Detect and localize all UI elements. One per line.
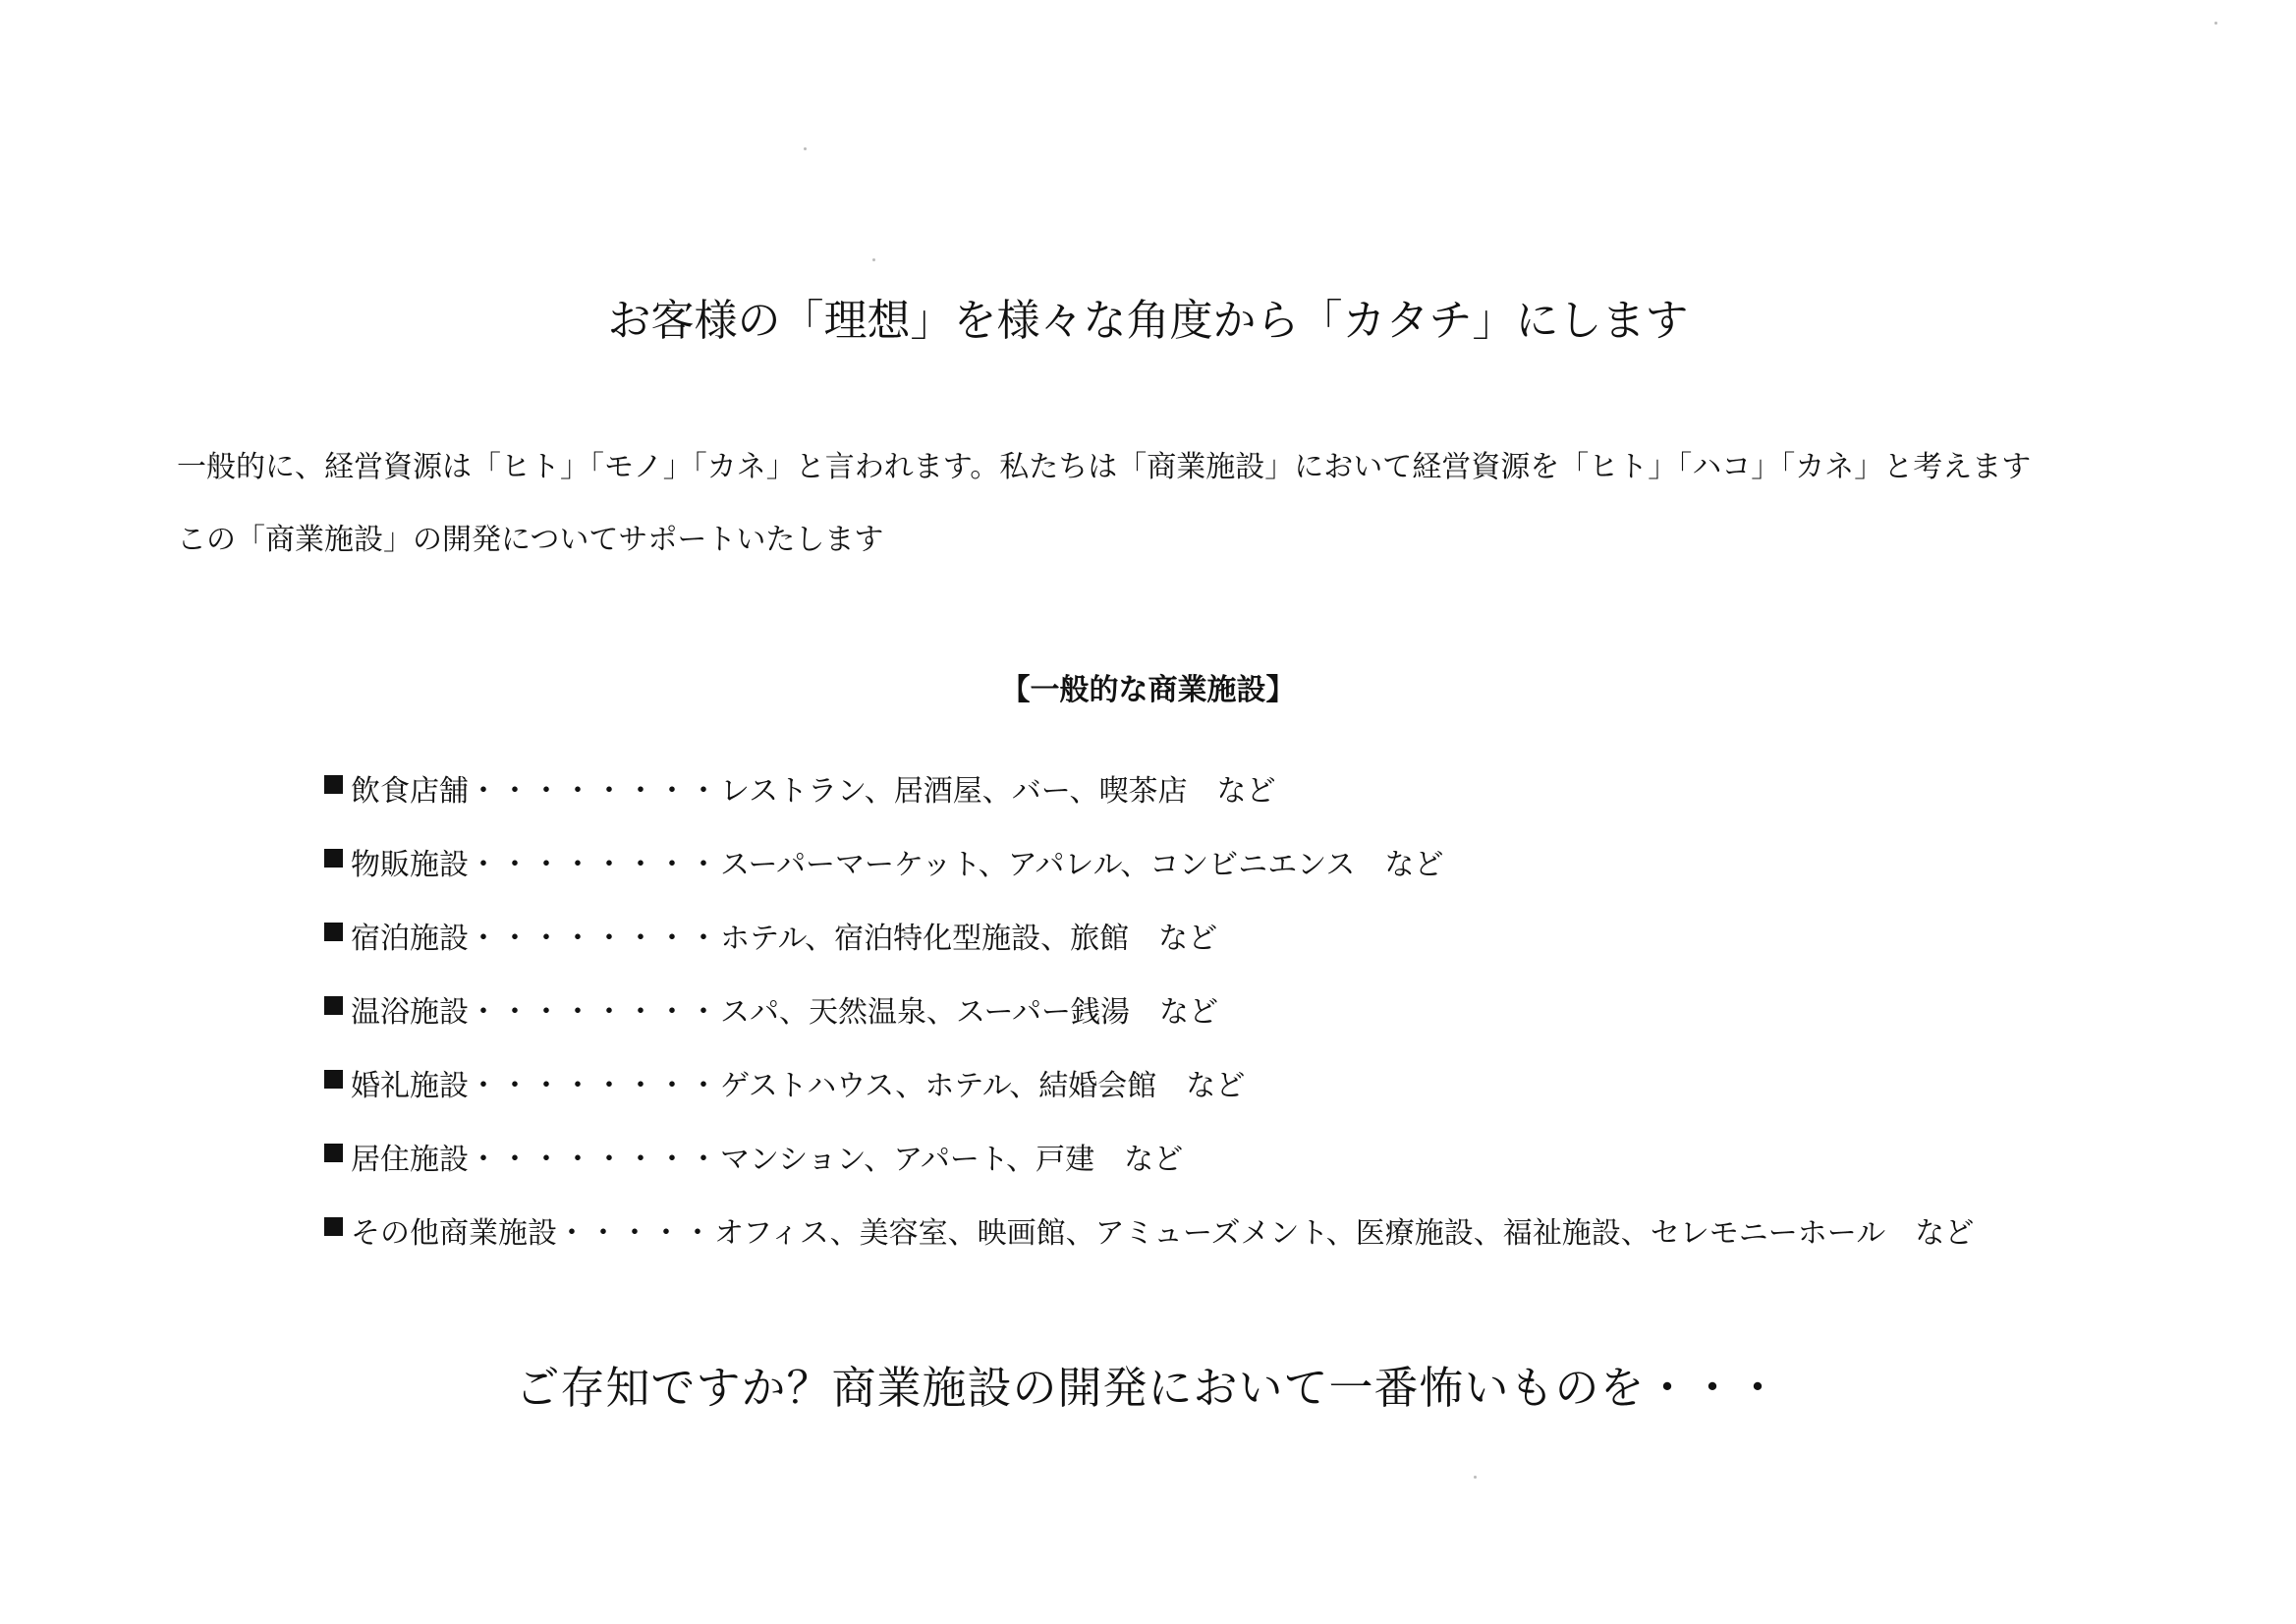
list-item [324, 1061, 1974, 1135]
square-bullet-icon [324, 996, 343, 1015]
list-item [324, 840, 1974, 914]
list-item [324, 987, 1974, 1061]
square-bullet-icon [324, 1070, 343, 1089]
leader-dots: ・・・・・・・・ [469, 1069, 720, 1103]
facility-examples: ゲストハウス、ホテル、結婚会館 など [720, 1069, 1246, 1103]
facility-category: 物販施設 [351, 848, 469, 882]
list-item [324, 766, 1974, 840]
leader-dots: ・・・・・・・・ [469, 1143, 720, 1177]
closing-headline: ご存知ですか？商業施設の開発において一番怖いものを・・・ [515, 1362, 1781, 1414]
leader-dots: ・・・・・・・・ [469, 922, 720, 956]
list-item [324, 1135, 1974, 1208]
leader-dots: ・・・・・・・・ [469, 995, 720, 1030]
leader-dots: ・・・・・・・・ [469, 774, 720, 809]
square-bullet-icon [324, 775, 343, 794]
facility-examples: スパ、天然温泉、スーパー銭湯 など [720, 995, 1218, 1030]
scan-speck [1474, 1476, 1477, 1479]
scan-speck [804, 147, 807, 150]
page-headline: お客様の「理想」を様々な角度から「カタチ」にします [607, 296, 1689, 346]
leader-dots: ・・・・・ [557, 1216, 714, 1251]
facility-examples: スーパーマーケット、アパレル、コンビニエンス など [720, 848, 1444, 882]
leader-dots: ・・・・・・・・ [469, 848, 720, 882]
facility-examples: マンション、アパート、戸建 など [720, 1143, 1184, 1177]
facility-category: 宿泊施設 [351, 922, 469, 956]
facility-examples: オフィス、美容室、映画館、アミューズメント、医療施設、福祉施設、セレモニーホール など [714, 1216, 1975, 1251]
facility-category: 居住施設 [351, 1143, 469, 1177]
facility-category: 婚礼施設 [351, 1069, 469, 1103]
facility-list [324, 766, 1974, 1282]
intro-line-1: 一般的に、経営資源は「ヒト」「モノ」「カネ」と言われます。私たちは「商業施設」において経営資源を「ヒト」「ハコ」「カネ」と考えます [177, 450, 2032, 484]
square-bullet-icon [324, 1217, 343, 1236]
list-item [324, 1208, 1974, 1282]
square-bullet-icon [324, 923, 343, 941]
intro-line-2: この「商業施設」の開発についてサポートいたします [177, 523, 884, 557]
scan-speck [872, 258, 875, 261]
facility-category: その他商業施設 [351, 1216, 557, 1251]
section-heading: 【一般的な商業施設】 [1000, 673, 1296, 707]
facility-category: 温浴施設 [351, 995, 469, 1030]
square-bullet-icon [324, 1144, 343, 1162]
facility-examples: ホテル、宿泊特化型施設、旅館 など [720, 922, 1218, 956]
facility-category: 飲食店舗 [351, 774, 469, 809]
scan-speck [2214, 22, 2217, 25]
facility-examples: レストラン、居酒屋、バー、喫茶店 など [720, 774, 1276, 809]
list-item [324, 914, 1974, 987]
square-bullet-icon [324, 849, 343, 868]
